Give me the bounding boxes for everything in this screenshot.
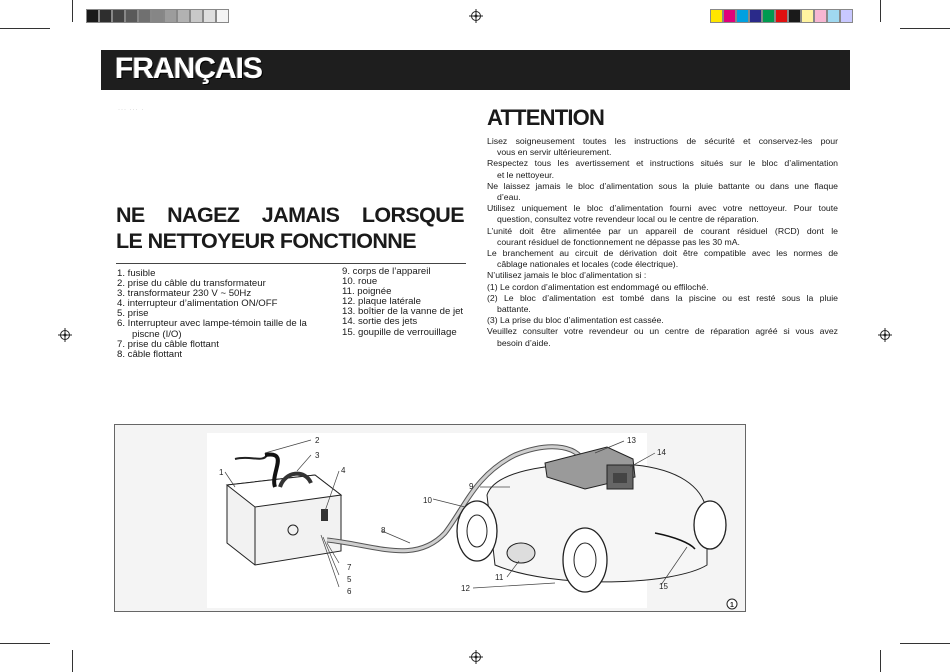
instruction-line: Le branchement au circuit de dérivation doit être compatible avec les normes de	[487, 248, 838, 259]
color-swatch	[775, 9, 788, 23]
instruction-line: Respectez tous les avertissement et instructions situés sur le bloc d’alimentation	[487, 158, 838, 169]
callout-number: 3	[315, 451, 320, 460]
instruction-line: (1) Le cordon d’alimentation est endommagé ou effiloché.	[487, 281, 709, 292]
color-swatch	[814, 9, 827, 23]
color-swatch	[762, 9, 775, 23]
registration-mark-icon	[469, 650, 483, 664]
instruction-line: Utilisez uniquement le bloc d’alimentation fourni avec votre nettoyeur. Pour toute	[487, 203, 838, 214]
instruction-line: L’unité doit être alimentée par un appareil de courant résiduel (RCD) dont le	[487, 225, 838, 236]
color-swatch	[749, 9, 762, 23]
registration-mark-icon	[878, 328, 892, 342]
crop-mark	[0, 643, 50, 644]
color-swatch	[177, 9, 190, 23]
warning-word: NAGEZ	[167, 203, 240, 227]
instruction-line: Ne laissez jamais le bloc d’alimentation sous la pluie battante ou dans une flaque	[487, 180, 838, 191]
attention-heading: ATTENTION	[487, 105, 605, 130]
instruction-line: N’utilisez jamais le bloc d’alimentation si :	[487, 270, 647, 281]
part-item: 8. câble flottant	[117, 348, 183, 360]
color-swatch	[840, 9, 853, 23]
instruction-line: (3) La prise du bloc d’alimentation est cassée.	[487, 315, 664, 326]
instruction-paragraph	[487, 248, 838, 270]
crop-mark	[900, 28, 950, 29]
part-item: 3. transformateur 230 V ~ 50Hz	[117, 288, 252, 300]
parts-list-right	[342, 267, 463, 338]
color-swatch	[112, 9, 125, 23]
part-item: 5. prise	[117, 308, 149, 320]
callout-number: 11	[495, 573, 504, 582]
callout-number: 9	[469, 482, 474, 491]
part-item: 15. goupille de verrouillage	[342, 326, 457, 338]
instruction-paragraph	[487, 158, 838, 180]
part-item: piscne (I/O)	[132, 328, 182, 340]
grayscale-color-bar	[86, 9, 229, 23]
instruction-line: et le nettoyeur.	[497, 169, 554, 180]
instruction-paragraph	[487, 326, 838, 348]
color-swatch	[203, 9, 216, 23]
instruction-line: besoin d’aide.	[497, 337, 551, 348]
instruction-paragraph	[487, 226, 838, 248]
part-item: 1. fusible	[117, 268, 156, 279]
callout-number: 5	[347, 575, 352, 584]
crop-mark	[880, 650, 881, 672]
registration-mark-icon	[58, 328, 72, 342]
color-swatch	[99, 9, 112, 23]
safety-warning-headline	[116, 202, 464, 254]
warning-word: LORSQUE	[361, 203, 464, 227]
callout-number: 7	[347, 563, 352, 572]
instruction-line: question, consultez votre revendeur local ou le centre de réparation.	[497, 214, 759, 225]
language-header-band	[101, 50, 850, 90]
instruction-line: d’eau.	[497, 192, 521, 203]
callout-number: 12	[461, 584, 470, 593]
callout-number: 2	[315, 436, 320, 445]
color-swatch	[788, 9, 801, 23]
callout-number: 6	[347, 587, 352, 596]
part-item: 11. poignée	[342, 286, 392, 298]
color-swatch	[164, 9, 177, 23]
page-title: FRANÇAIS	[115, 52, 262, 85]
callout-number: 13	[627, 436, 636, 445]
part-item: 12. plaque latérale	[342, 296, 421, 308]
part-item: 2. prise du câble du transformateur	[117, 278, 266, 290]
color-swatch	[151, 9, 164, 23]
instruction-line: courant résiduel de fonctionnement ne dépasse pas les 30 mA.	[497, 236, 740, 247]
registration-mark-icon	[469, 9, 483, 23]
instruction-line: Lisez soigneusement toutes les instructions de sécurité et conservez-les pour	[487, 136, 838, 146]
callout-number: 14	[657, 448, 666, 457]
instruction-paragraph	[487, 282, 838, 293]
callout-number: 1	[219, 468, 224, 477]
attention-instructions	[487, 136, 838, 349]
product-figure	[114, 424, 746, 612]
crop-mark	[900, 643, 950, 644]
divider	[116, 263, 466, 264]
instruction-line: (2) Le bloc d’alimentation est tombé dans la piscine ou est resté sous la pluie	[487, 292, 838, 303]
color-swatch	[138, 9, 151, 23]
parts-list-left	[117, 269, 307, 360]
instruction-paragraph	[487, 293, 838, 315]
crop-mark	[880, 0, 881, 22]
instruction-line: Veuillez consulter votre revendeur ou un centre de réparation agréé si vous avez	[487, 326, 838, 337]
color-swatch	[827, 9, 840, 23]
color-swatch	[710, 9, 723, 23]
color-swatch	[86, 9, 99, 23]
part-item: 14. sortie des jets	[342, 316, 418, 328]
callout-number: 10	[423, 496, 432, 505]
process-color-bar	[710, 9, 853, 23]
instruction-paragraph	[487, 181, 838, 203]
part-item: 10. roue	[342, 276, 378, 288]
instruction-paragraph	[487, 136, 838, 158]
warning-line-2: LE NETTOYEUR FONCTIONNE	[116, 229, 416, 253]
color-swatch	[190, 9, 203, 23]
callout-number: 15	[659, 582, 668, 591]
part-item: 13. boîtier de la vanne de jet	[342, 306, 464, 318]
crop-mark	[72, 0, 73, 22]
pool-cleaner-illustration	[115, 425, 745, 611]
instruction-line: vous en servir ultérieurement.	[497, 147, 612, 158]
faded-text: ··· ··· ·	[118, 107, 145, 113]
instruction-line: battante.	[497, 304, 531, 315]
part-item: 6. Interrupteur avec lampe-témoin taille de la	[117, 318, 307, 330]
color-swatch	[216, 9, 229, 23]
instruction-paragraph	[487, 315, 838, 326]
warning-line-1	[116, 202, 464, 228]
color-swatch	[736, 9, 749, 23]
color-swatch	[125, 9, 138, 23]
instruction-line: câblage nationales et locales (code électrique).	[497, 259, 679, 270]
warning-word: JAMAIS	[261, 203, 340, 227]
callout-number: 8	[381, 526, 386, 535]
crop-mark	[0, 28, 50, 29]
figure-number: 1	[730, 602, 734, 609]
part-item: 9. corps de l’appareil	[342, 266, 431, 277]
instruction-paragraph	[487, 270, 838, 281]
color-swatch	[801, 9, 814, 23]
callout-number: 4	[341, 466, 346, 475]
instruction-paragraph	[487, 203, 838, 225]
crop-mark	[72, 650, 73, 672]
part-item: 4. interrupteur d’alimentation ON/OFF	[117, 298, 278, 310]
part-item: 7. prise du câble flottant	[117, 338, 219, 350]
warning-word: NE	[116, 203, 145, 227]
color-swatch	[723, 9, 736, 23]
